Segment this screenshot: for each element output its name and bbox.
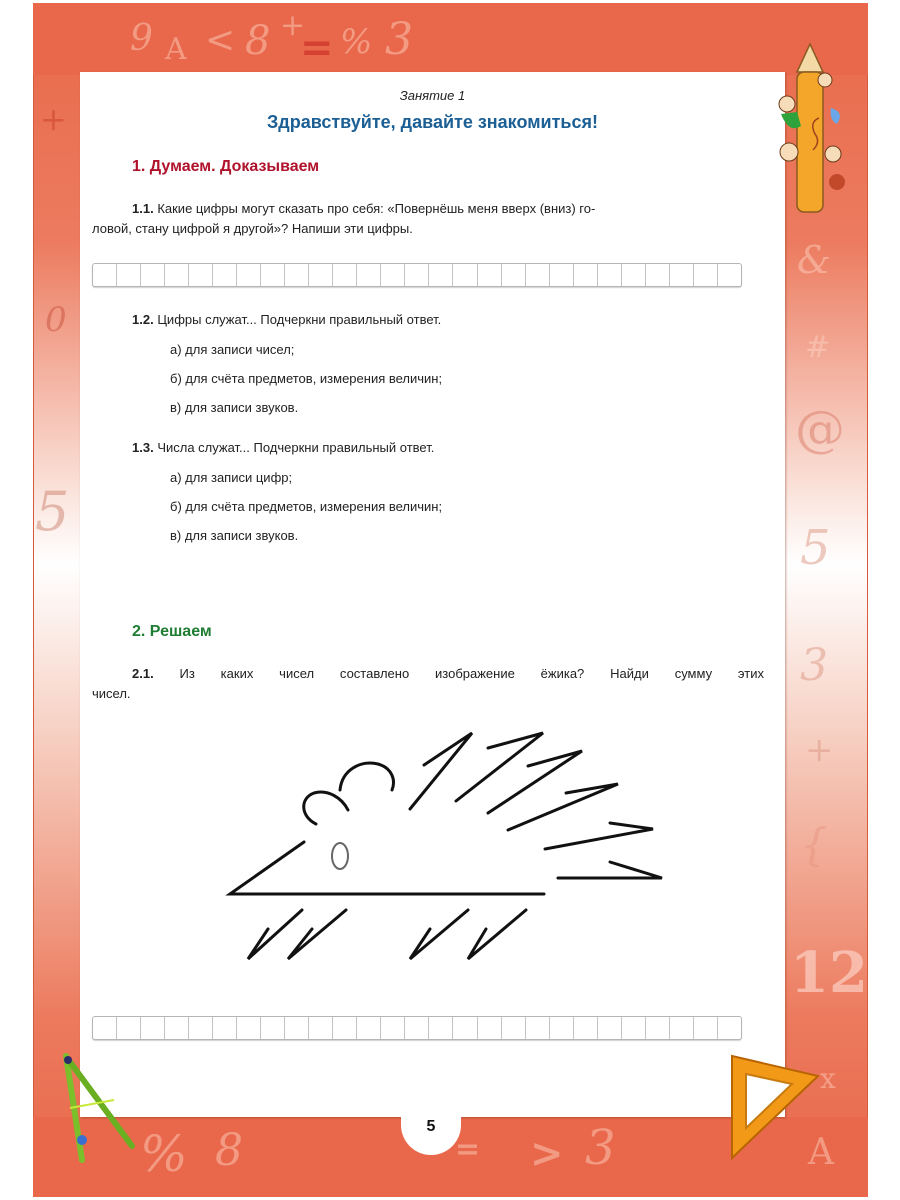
answer-cell[interactable] xyxy=(453,1017,477,1039)
answer-cell[interactable] xyxy=(213,264,237,286)
task-1-3 xyxy=(132,438,434,458)
task-2-1 xyxy=(92,664,764,704)
task-1-1 xyxy=(92,199,762,239)
hedgehog-digit-3 xyxy=(304,763,394,824)
hedgehog-leg-4 xyxy=(288,910,346,959)
option-1-3-c[interactable]: в) для записи звуков. xyxy=(170,528,299,543)
task-text: Числа служат... Подчеркни правильный ответ. xyxy=(157,440,435,455)
bg-glyph: 5 xyxy=(800,520,831,576)
answer-cell[interactable] xyxy=(309,264,333,286)
worksheet-content xyxy=(80,72,785,1117)
hedgehog-spine-7 xyxy=(558,862,662,878)
lesson-label: Занятие 1 xyxy=(399,88,466,103)
answer-cell[interactable] xyxy=(646,264,670,286)
bg-glyph: # xyxy=(805,330,831,365)
task-text-continued: чисел. xyxy=(92,686,131,701)
hedgehog-leg-4 xyxy=(410,910,468,959)
option-1-2-a[interactable]: а) для записи чисел; xyxy=(170,342,295,357)
bg-glyph: + xyxy=(805,730,834,770)
bg-glyph: 3 xyxy=(385,14,413,65)
answer-cell[interactable] xyxy=(526,264,550,286)
bg-glyph: 0 xyxy=(45,300,67,340)
answer-cell[interactable] xyxy=(237,264,261,286)
answer-cell[interactable] xyxy=(598,264,622,286)
answer-cell[interactable] xyxy=(405,1017,429,1039)
page-title: Здравствуйте, давайте знакомиться! xyxy=(267,112,598,132)
frame-top-band xyxy=(33,3,868,75)
answer-cell[interactable] xyxy=(357,264,381,286)
answer-cell[interactable] xyxy=(453,264,477,286)
bg-glyph: 8 xyxy=(245,18,271,64)
answer-cell[interactable] xyxy=(285,264,309,286)
bg-glyph: x xyxy=(820,1062,836,1095)
answer-cells-row-1[interactable] xyxy=(92,263,742,287)
answer-cell[interactable] xyxy=(117,1017,141,1039)
answer-cell[interactable] xyxy=(574,264,598,286)
answer-cell[interactable] xyxy=(502,264,526,286)
answer-cell[interactable] xyxy=(333,1017,357,1039)
task-text: Из каких чисел составлено изображение ёжика? Найди сумму этих xyxy=(179,666,764,681)
hedgehog-spine-1 xyxy=(545,823,653,849)
answer-cell[interactable] xyxy=(550,1017,574,1039)
bg-glyph: 3 xyxy=(800,640,828,691)
bg-glyph: A xyxy=(165,32,187,67)
answer-cell[interactable] xyxy=(165,264,189,286)
answer-cell[interactable] xyxy=(141,264,165,286)
compass-illustration xyxy=(52,1050,142,1170)
bg-glyph: + xyxy=(40,100,67,138)
answer-cell[interactable] xyxy=(429,264,453,286)
option-1-3-a[interactable]: а) для записи цифр; xyxy=(170,470,293,485)
answer-cell[interactable] xyxy=(261,1017,285,1039)
task-text-continued: ловой, стану цифрой я другой»? Напиши эти цифры. xyxy=(92,221,413,236)
bg-glyph: < xyxy=(205,20,236,61)
answer-cell[interactable] xyxy=(694,1017,718,1039)
answer-cell[interactable] xyxy=(165,1017,189,1039)
task-number: 1.2. xyxy=(132,312,154,327)
answer-cell[interactable] xyxy=(357,1017,381,1039)
bg-glyph: + xyxy=(280,8,306,43)
pencil-mascot-illustration xyxy=(775,42,845,222)
option-1-2-c[interactable]: в) для записи звуков. xyxy=(170,400,299,415)
answer-cell[interactable] xyxy=(141,1017,165,1039)
task-number: 1.3. xyxy=(132,440,154,455)
answer-cell[interactable] xyxy=(598,1017,622,1039)
answer-cell[interactable] xyxy=(718,1017,741,1039)
answer-cell[interactable] xyxy=(93,1017,117,1039)
bg-glyph: { xyxy=(800,820,828,871)
bg-glyph: > xyxy=(530,1130,564,1177)
bg-glyph: % xyxy=(140,1125,188,1183)
answer-cell[interactable] xyxy=(670,264,694,286)
answer-cell[interactable] xyxy=(189,1017,213,1039)
answer-cell[interactable] xyxy=(622,264,646,286)
answer-cell[interactable] xyxy=(502,1017,526,1039)
bg-glyph: = xyxy=(300,24,334,71)
answer-cell[interactable] xyxy=(285,1017,309,1039)
hedgehog-leg-4 xyxy=(468,910,526,959)
answer-cell[interactable] xyxy=(574,1017,598,1039)
answer-cell[interactable] xyxy=(213,1017,237,1039)
option-1-2-b[interactable]: б) для счёта предметов, измерения величин; xyxy=(170,371,443,386)
section-heading-solve: 2. Решаем xyxy=(132,623,212,640)
bg-glyph: % xyxy=(340,22,373,62)
task-text: Цифры служат... Подчеркни правильный ответ. xyxy=(157,312,442,327)
bg-glyph: 5 xyxy=(35,480,70,543)
answer-cells-row-2[interactable] xyxy=(92,1016,742,1040)
task-1-2 xyxy=(132,310,441,330)
section-heading-think: 1. Думаем. Доказываем xyxy=(132,158,320,175)
answer-cell[interactable] xyxy=(405,264,429,286)
answer-cell[interactable] xyxy=(93,264,117,286)
answer-cell[interactable] xyxy=(550,264,574,286)
bg-glyph: = xyxy=(455,1132,481,1167)
answer-cell[interactable] xyxy=(189,264,213,286)
page-number: 5 xyxy=(401,1105,461,1155)
task-number: 1.1. xyxy=(132,201,154,216)
answer-cell[interactable] xyxy=(718,264,741,286)
answer-cell[interactable] xyxy=(429,1017,453,1039)
hedgehog-drawing xyxy=(200,720,680,980)
hedgehog-nose-7 xyxy=(230,842,544,894)
answer-cell[interactable] xyxy=(333,264,357,286)
answer-cell[interactable] xyxy=(526,1017,550,1039)
answer-cell[interactable] xyxy=(381,264,405,286)
answer-cell[interactable] xyxy=(694,264,718,286)
hedgehog-eye-0 xyxy=(332,843,348,869)
bg-glyph: 9 xyxy=(130,18,153,59)
task-text: Какие цифры могут сказать про себя: «Повернёшь меня вверх (вниз) го- xyxy=(157,201,596,216)
bg-glyph: & xyxy=(797,238,831,282)
answer-cell[interactable] xyxy=(381,1017,405,1039)
answer-cell[interactable] xyxy=(478,264,502,286)
bg-glyph: A xyxy=(808,1132,834,1173)
answer-cell[interactable] xyxy=(646,1017,670,1039)
triangle-ruler-illustration xyxy=(722,1052,822,1162)
answer-cell[interactable] xyxy=(478,1017,502,1039)
bg-glyph: @ xyxy=(795,400,845,458)
bg-glyph: 12 xyxy=(790,940,868,1006)
option-1-3-b[interactable]: б) для счёта предметов, измерения величин; xyxy=(170,499,443,514)
bg-glyph: 3 xyxy=(585,1120,616,1176)
answer-cell[interactable] xyxy=(670,1017,694,1039)
bg-glyph: 8 xyxy=(215,1125,243,1176)
answer-cell[interactable] xyxy=(117,264,141,286)
answer-cell[interactable] xyxy=(309,1017,333,1039)
answer-cell[interactable] xyxy=(237,1017,261,1039)
answer-cell[interactable] xyxy=(261,264,285,286)
task-number: 2.1. xyxy=(132,666,154,681)
hedgehog-spine-1 xyxy=(508,784,618,830)
answer-cell[interactable] xyxy=(622,1017,646,1039)
